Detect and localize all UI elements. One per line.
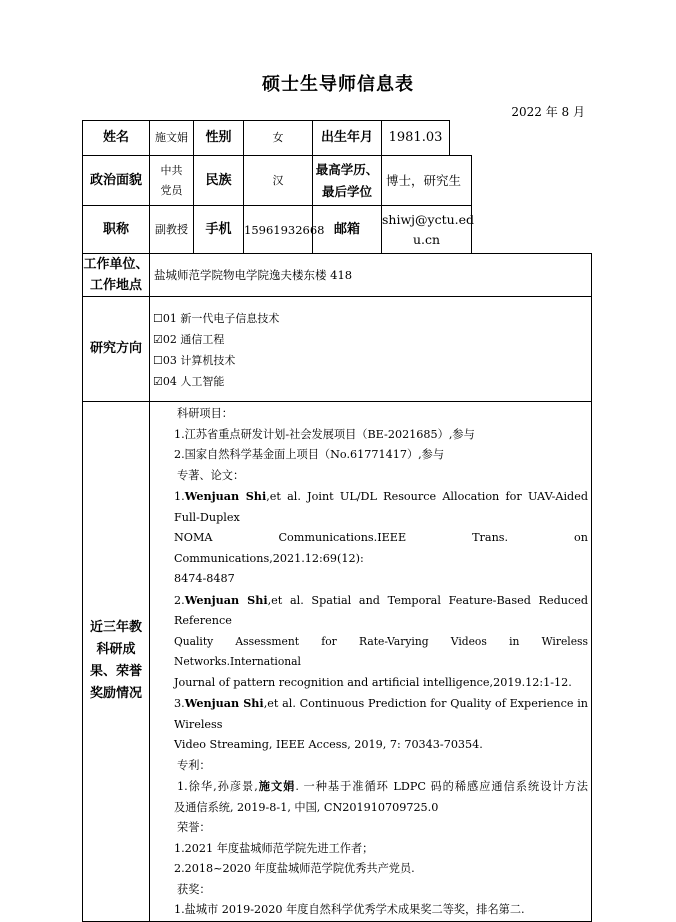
row-research: [83, 297, 592, 402]
honor-2: 2.2018~2020 年度盐城师范学院优秀共产党员.: [174, 862, 415, 875]
title-rank-value: 副教授: [150, 206, 194, 254]
research-label: 研究方向: [83, 297, 150, 402]
research-item-1: ☐01 新一代电子信息技术: [153, 312, 280, 325]
education-value: 博士，研究生: [382, 156, 472, 206]
info-table: [82, 120, 592, 922]
workplace-label: 工作单位、工作地点: [83, 254, 150, 297]
row-title: [83, 206, 592, 254]
date-label: 2022 年 8 月: [511, 105, 585, 119]
political-label: 政治面貌: [83, 156, 150, 206]
email-line-1: shiwj@yctu.ed: [382, 211, 475, 227]
paper-2-author: Wenjuan Shi: [184, 592, 268, 607]
name-label: 姓名: [83, 121, 150, 156]
honors-heading: 荣誉：: [177, 821, 211, 834]
paper-3-author: Wenjuan Shi: [184, 696, 264, 710]
paper-1-author: Wenjuan Shi: [184, 489, 267, 503]
paper-2-line-1: 2.Wenjuan Shi,et al. Spatial and Temporal Feature-Based Reduced Reference: [174, 592, 589, 627]
title-rank-label: 职称: [83, 206, 150, 254]
checkbox-icon: ☐: [153, 354, 163, 367]
phone-value: 15961932668: [244, 206, 313, 254]
empty-cell: [450, 121, 592, 156]
gender-value: 女: [244, 121, 313, 156]
birth-value: 1981.03: [382, 121, 450, 156]
award-1: 1.盐城市 2019-2020 年度自然科学优秀学术成果奖二等奖，排名第二.: [174, 903, 525, 916]
name-value: 施文娟: [150, 121, 194, 156]
email-label: 邮箱: [313, 206, 382, 254]
workplace-value: 盐城师范学院物电学院逸夫楼东楼 418: [150, 254, 592, 297]
row-workplace: [83, 254, 592, 297]
research-item-4: ☑04 人工智能: [153, 375, 225, 388]
birth-label: 出生年月: [313, 121, 382, 156]
row-basic: [83, 121, 592, 156]
paper-1-line-1: 1.Wenjuan Shi,et al. Joint UL/DL Resource Allocation for UAV-Aided Full-Duplex: [174, 489, 588, 524]
paper-1-line-2: NOMA Communications.IEEE Trans. on Communications,2021.12:69(12):: [174, 531, 588, 565]
checkbox-checked-icon: ☑: [153, 375, 163, 388]
research-item-3: ☐03 计算机技术: [153, 354, 236, 367]
awards-heading: 获奖：: [177, 882, 211, 896]
political-value: 中共党员: [150, 156, 194, 206]
paper-2-line-2: Quality Assessment for Rate-Varying Videos in Wireless Networks.International: [174, 634, 588, 668]
patent-heading: 专利：: [177, 758, 211, 772]
empty-cell: [472, 156, 592, 206]
gender-label: 性别: [194, 121, 244, 156]
education-label: 最高学历、最后学位: [313, 156, 382, 206]
paper-1-line-3: 8474-8487: [174, 572, 235, 585]
patent-author: 施文娟: [257, 779, 296, 793]
empty-cell: [472, 206, 592, 254]
row-achievements: [83, 402, 592, 922]
research-directions: [150, 297, 592, 402]
project-2: 2.国家自然科学基金面上项目（No.61771417）,参与: [174, 448, 445, 461]
paper-2-line-3: Journal of pattern recognition and artificial intelligence,2019.12:1-12.: [174, 675, 572, 689]
projects-heading: 科研项目：: [177, 407, 233, 420]
honor-1: 1.2021 年度盐城师范学院先进工作者；: [174, 841, 374, 855]
email-line-2: u.cn: [412, 231, 441, 247]
research-item-2: ☑02 通信工程: [153, 333, 225, 346]
achievements-content: [150, 402, 592, 922]
phone-label: 手机: [194, 206, 244, 254]
achievements-label: 近三年教科研成果、荣誉奖励情况: [83, 402, 150, 922]
checkbox-checked-icon: ☑: [153, 333, 163, 346]
ethnicity-value: 汉: [244, 156, 313, 206]
paper-3-line-2: Video Streaming, IEEE Access, 2019, 7: 70343-70354.: [174, 738, 483, 751]
ethnicity-label: 民族: [194, 156, 244, 206]
page-title: 硕士生导师信息表: [262, 74, 414, 95]
papers-heading: 专著、论文：: [177, 468, 245, 482]
row-political: [83, 156, 592, 206]
project-1: 1.江苏省重点研发计划-社会发展项目（BE-2021685）,参与: [174, 427, 475, 441]
checkbox-icon: ☐: [153, 312, 163, 325]
patent-line-1: 1.徐华,孙彦景,施文娟. 一种基于准循环 LDPC 码的稀感应通信系统设计方法: [177, 779, 588, 793]
paper-3-line-1: 3.Wenjuan Shi,et al. Continuous Prediction for Quality of Experience in Wireless: [174, 696, 588, 731]
patent-line-2: 及通信系统, 2019-8-1, 中国, CN201910709725.0: [174, 800, 439, 814]
email-value[interactable]: [382, 206, 475, 254]
